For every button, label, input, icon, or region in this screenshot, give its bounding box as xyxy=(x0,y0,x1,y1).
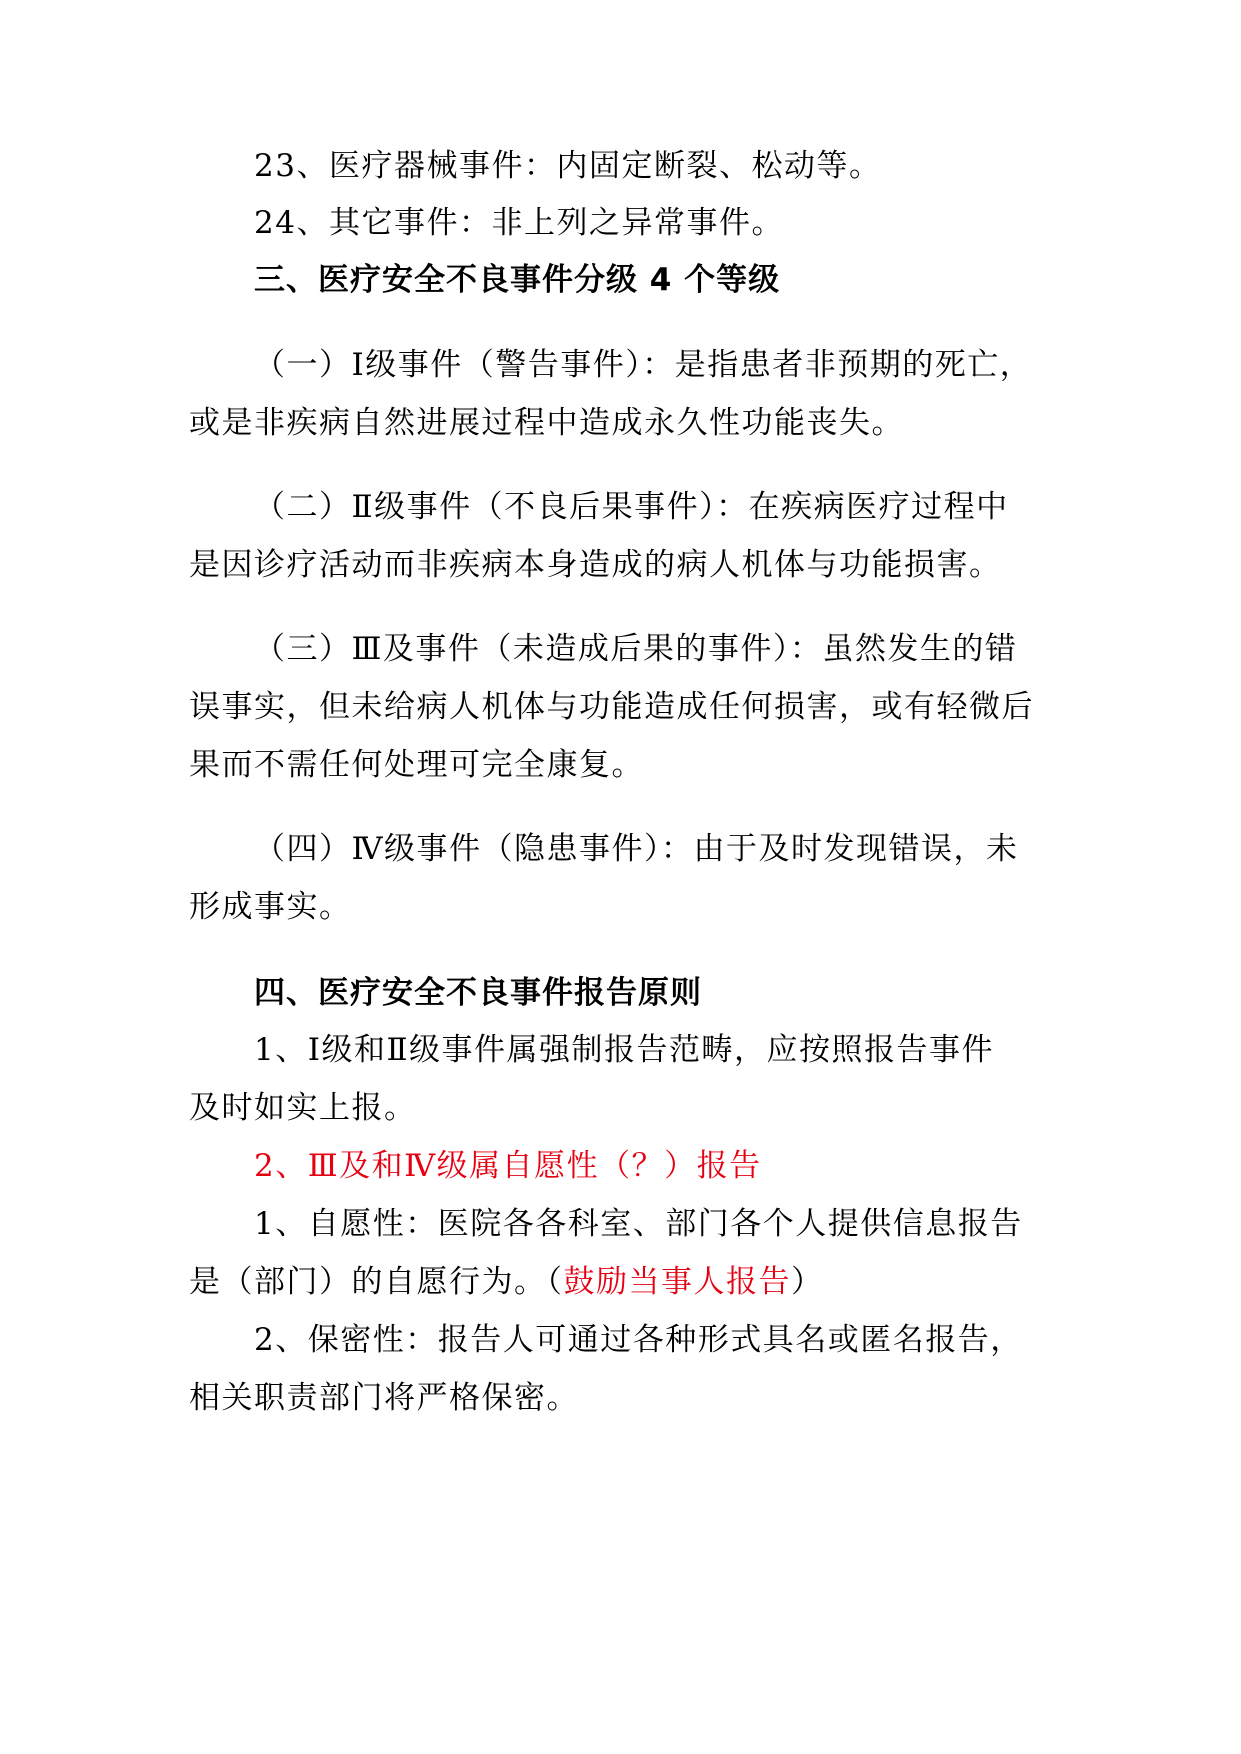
level-2-line-2: 是因诊疗活动而非疾病本身造成的病人机体与功能损害。 xyxy=(189,547,1002,583)
item-24: 24、其它事件：非上列之异常事件。 xyxy=(254,205,784,241)
level-2-line-1: （二）Ⅱ级事件（不良后果事件）：在疾病医疗过程中 xyxy=(254,489,1009,525)
section-3-heading: 三、医疗安全不良事件分级 4 个等级 xyxy=(254,262,781,298)
voluntary-line-1: 1、自愿性：医院各各科室、部门各个人提供信息报告 xyxy=(254,1206,1023,1242)
voluntary-line-2 xyxy=(0,1262,1241,1302)
principle-1-line-2: 及时如实上报。 xyxy=(189,1090,417,1126)
level-3-line-2: 误事实，但未给病人机体与功能造成任何损害，或有轻微后 xyxy=(189,689,1034,725)
voluntary-line-2-prefix: 是（部门）的自愿行为。（ xyxy=(189,1264,564,1300)
voluntary-highlight: 鼓励当事人报告 xyxy=(563,1264,791,1300)
principle-2-heading: 2、Ⅲ及和Ⅳ级属自愿性（？）报告 xyxy=(254,1148,762,1184)
level-4-line-2: 形成事实。 xyxy=(189,889,352,925)
confidential-line-1: 2、保密性：报告人可通过各种形式具名或匿名报告， xyxy=(254,1322,1023,1358)
level-3-line-1: （三）Ⅲ及事件（未造成后果的事件）：虽然发生的错 xyxy=(254,631,1018,667)
principle-1-line-1: 1、Ⅰ级和Ⅱ级事件属强制报告范畴，应按照报告事件 xyxy=(254,1032,995,1068)
confidential-line-2: 相关职责部门将严格保密。 xyxy=(189,1380,579,1416)
section-4-heading: 四、医疗安全不良事件报告原则 xyxy=(254,975,702,1011)
level-1-line-2: 或是非疾病自然进展过程中造成永久性功能丧失。 xyxy=(189,405,904,441)
item-23: 23、医疗器械事件：内固定断裂、松动等。 xyxy=(254,148,882,184)
voluntary-line-2-suffix: ） xyxy=(791,1264,824,1300)
level-4-line-1: （四）Ⅳ级事件（隐患事件）：由于及时发现错误，未 xyxy=(254,831,1019,867)
level-1-line-1: （一）Ⅰ级事件（警告事件）：是指患者非预期的死亡， xyxy=(254,347,1033,383)
level-3-line-3: 果而不需任何处理可完全康复。 xyxy=(189,747,644,783)
